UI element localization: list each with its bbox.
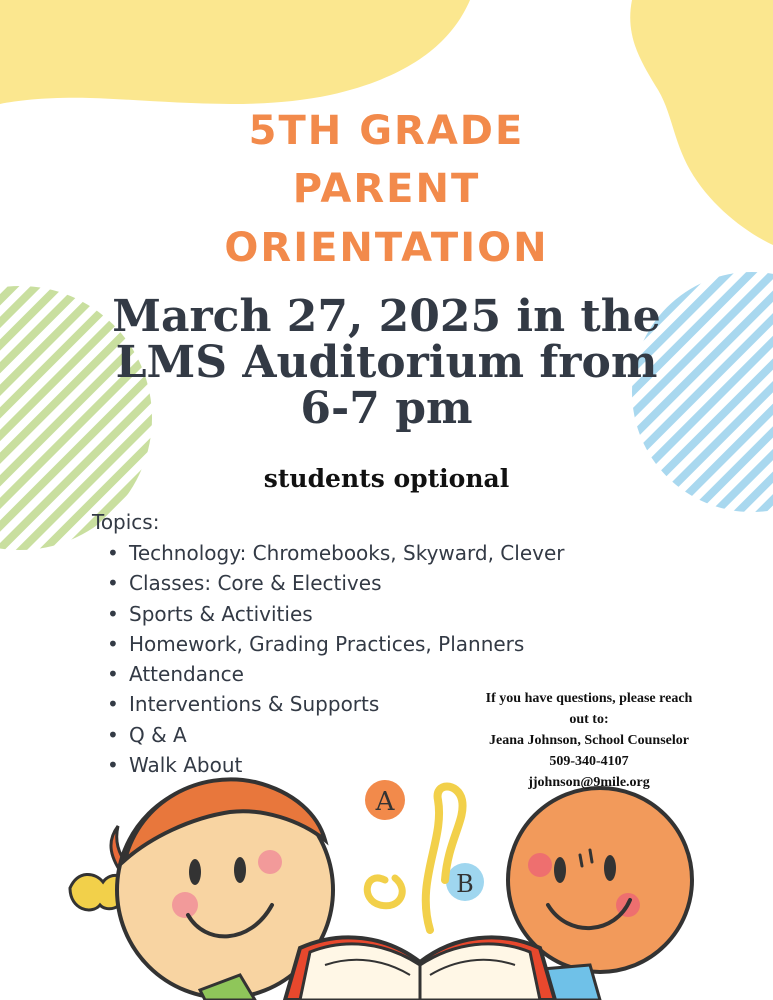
students-optional-note: students optional [263,464,510,493]
title-line-3: ORIENTATION [224,225,549,271]
list-item: • Interventions & Supports [105,689,565,719]
list-item: • Attendance [105,659,565,689]
contact-info [462,688,716,793]
topics-label: Topics: [92,510,160,534]
event-time-line: 6-7 pm [300,383,473,434]
list-item: • Q & A [105,720,565,750]
list-item: • Classes: Core & Electives [105,568,565,598]
title-line-1: 5TH GRADE [248,108,525,154]
title-line-2: PARENT [292,166,481,212]
event-location-line: LMS Auditorium from [115,337,658,388]
list-item: • Sports & Activities [105,599,565,629]
list-item: • Walk About [105,750,565,780]
letter-b-bubble: B [456,870,474,898]
contact-email[interactable]: jjohnson@9mile.org [528,775,650,790]
event-date-line-1: March 27, 2025 in the [112,291,661,342]
yellow-blob-top-left [0,0,470,104]
contact-phone: 509-340-4107 [549,754,629,769]
list-item: • Technology: Chromebooks, Skyward, Clever [105,538,565,568]
contact-intro-line-1: If you have questions, please reach [485,691,693,706]
list-item: • Homework, Grading Practices, Planners [105,629,565,659]
contact-name: Jeana Johnson, School Counselor [489,733,689,748]
letter-a-bubble: A [375,787,395,817]
contact-intro-line-2: out to: [569,712,609,727]
